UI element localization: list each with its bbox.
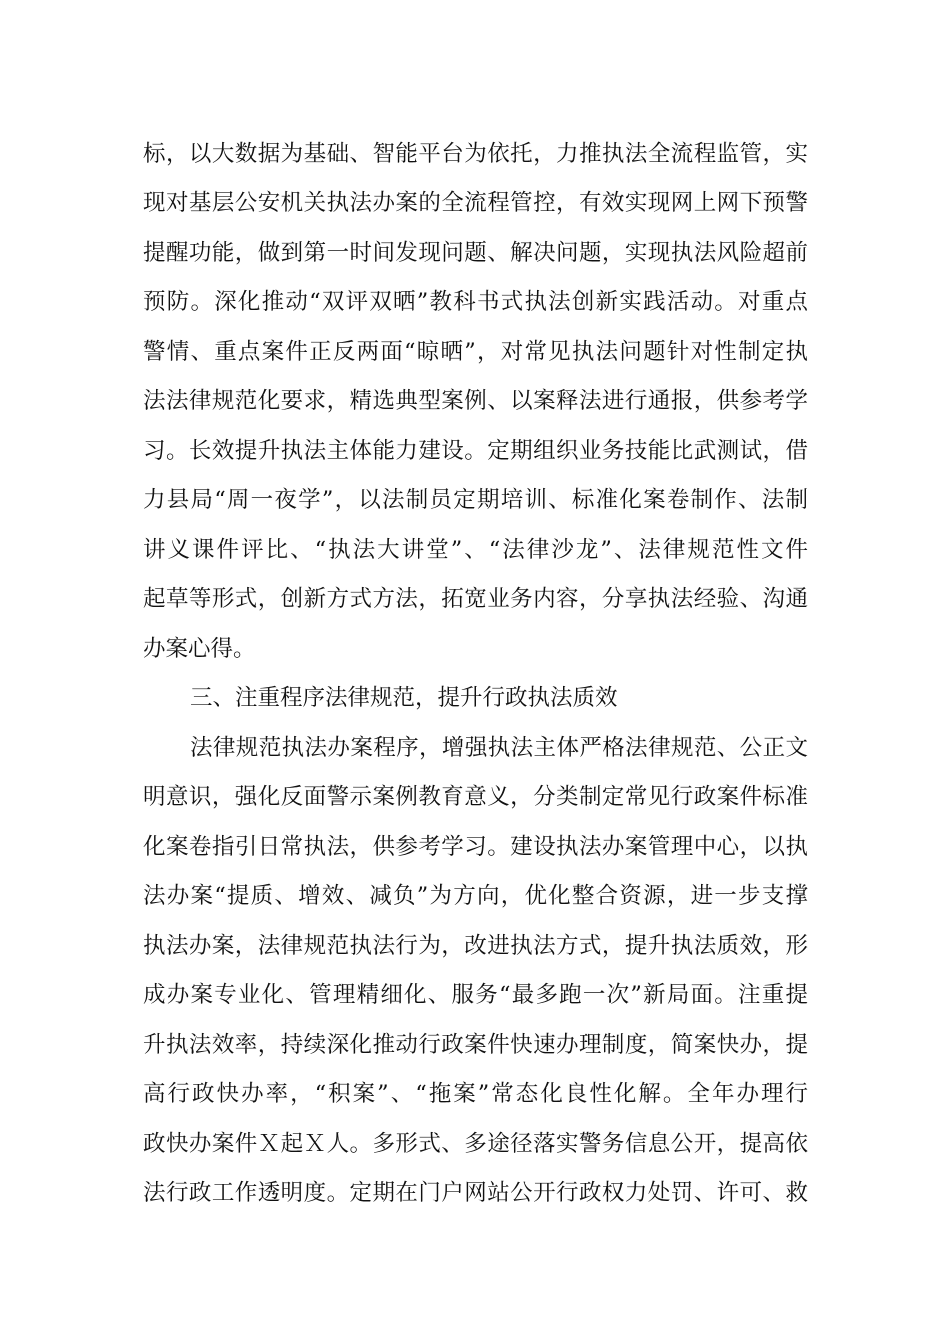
body-text-line: 执法办案，法律规范执法行为，改进执法方式，提升执法质效，形 xyxy=(143,933,808,959)
body-text-line: 标，以大数据为基础、智能平台为依托，力推执法全流程监管，实 xyxy=(143,141,808,167)
body-text-line: 现对基层公安机关执法办案的全流程管控，有效实现网上网下预警 xyxy=(143,190,808,216)
body-text-line: 政快办案件Ｘ起Ｘ人。多形式、多途径落实警务信息公开，提高依 xyxy=(143,1131,808,1157)
body-text-line: 明意识，强化反面警示案例教育意义，分类制定常见行政案件标准 xyxy=(143,784,808,810)
body-text-line: 法行政工作透明度。定期在门户网站公开行政权力处罚、许可、救 xyxy=(143,1180,808,1206)
body-text-line: 高行政快办率，“积案”、“拖案”常态化良性化解。全年办理行 xyxy=(143,1081,808,1107)
section-heading: 三、注重程序法律规范，提升行政执法质效 xyxy=(190,685,618,711)
body-text-line: 法办案“提质、增效、减负”为方向，优化整合资源，进一步支撑 xyxy=(143,883,808,909)
body-text-line: 办案心得。 xyxy=(143,636,256,662)
body-text-line: 化案卷指引日常执法，供参考学习。建设执法办案管理中心，以执 xyxy=(143,834,808,860)
body-text-line: 法律规范执法办案程序，增强执法主体严格法律规范、公正文 xyxy=(190,735,808,761)
body-text-line: 习。长效提升执法主体能力建设。定期组织业务技能比武测试，借 xyxy=(143,438,808,464)
body-text-line: 讲义课件评比、“执法大讲堂”、“法律沙龙”、法律规范性文件 xyxy=(143,537,808,563)
body-text-line: 起草等形式，创新方式方法，拓宽业务内容，分享执法经验、沟通 xyxy=(143,586,808,612)
body-text-line: 预防。深化推动“双评双晒”教科书式执法创新实践活动。对重点 xyxy=(143,289,808,315)
body-text-line: 力县局“周一夜学”，以法制员定期培训、标准化案卷制作、法制 xyxy=(143,487,808,513)
body-text-line: 法法律规范化要求，精选典型案例、以案释法进行通报，供参考学 xyxy=(143,388,808,414)
body-text-line: 提醒功能，做到第一时间发现问题、解决问题，实现执法风险超前 xyxy=(143,240,808,266)
body-text-line: 警情、重点案件正反两面“晾晒”，对常见执法问题针对性制定执 xyxy=(143,339,808,365)
body-text-line: 升执法效率，持续深化推动行政案件快速办理制度，简案快办，提 xyxy=(143,1032,808,1058)
body-text-line: 成办案专业化、管理精细化、服务“最多跑一次”新局面。注重提 xyxy=(143,982,808,1008)
